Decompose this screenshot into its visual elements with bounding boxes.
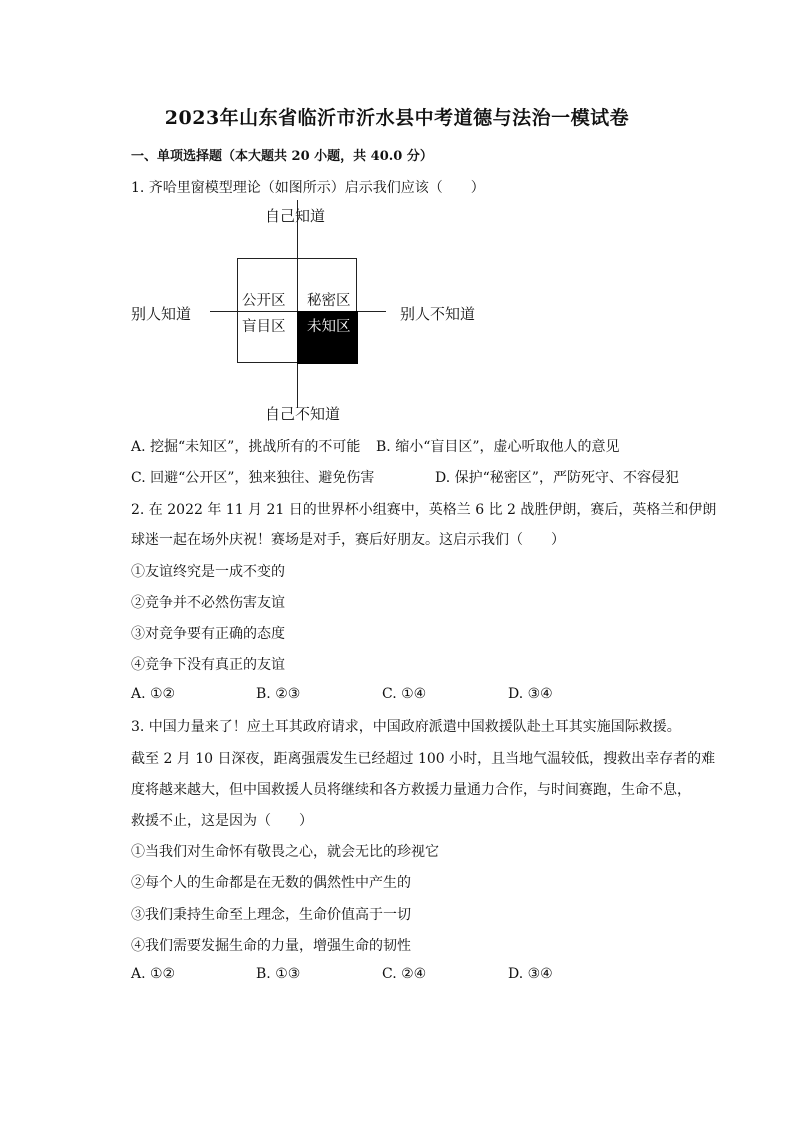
q2-option-b: B. ②③ bbox=[256, 686, 301, 702]
quadrant-blind: 盲目区 bbox=[242, 319, 286, 335]
q2-option-a: A. ①② bbox=[131, 686, 176, 702]
exam-title: 2023年山东省临沂市沂水县中考道德与法治一模试卷 bbox=[164, 107, 630, 129]
q3-item-2: ②每个人的生命都是在无数的偶然性中产生的 bbox=[131, 875, 411, 891]
q2-option-c: C. ①④ bbox=[382, 686, 427, 702]
label-self-known: 自己知道 bbox=[265, 207, 326, 225]
q2-item-4: ④竞争下没有真正的友谊 bbox=[131, 657, 285, 673]
q2-item-2: ②竞争并不必然伤害友谊 bbox=[131, 595, 285, 611]
q2-option-d: D. ③④ bbox=[508, 686, 553, 702]
q2-item-1: ①友谊终究是一成不变的 bbox=[131, 564, 285, 580]
quadrant-open: 公开区 bbox=[242, 293, 286, 309]
q3-item-4: ④我们需要发掘生命的力量，增强生命的韧性 bbox=[131, 938, 411, 954]
quadrant-secret: 秘密区 bbox=[307, 293, 351, 309]
q3-item-1: ①当我们对生命怀有敬畏之心，就会无比的珍视它 bbox=[131, 844, 439, 860]
q3-option-d: D. ③④ bbox=[508, 966, 553, 982]
q1-option-c: C. 回避“公开区”，独来独往、避免伤害 bbox=[131, 470, 375, 486]
q1-option-a: A. 挖掘“未知区”，挑战所有的不可能 bbox=[131, 439, 361, 455]
q3-option-b: B. ①③ bbox=[256, 966, 301, 982]
section-heading: 一、单项选择题（本大题共 20 小题，共 40.0 分） bbox=[131, 149, 433, 164]
q2-stem-line2: 球迷一起在场外庆祝！赛场是对手，赛后好朋友。这启示我们（ ） bbox=[131, 532, 565, 548]
q2-item-3: ③对竞争要有正确的态度 bbox=[131, 626, 285, 642]
label-self-unknown: 自己不知道 bbox=[265, 405, 341, 423]
q1-stem: 1. 齐哈里窗模型理论（如图所示）启示我们应该（ ） bbox=[131, 180, 485, 196]
q3-option-a: A. ①② bbox=[131, 966, 176, 982]
q2-stem-line1: 2. 在 2022 年 11 月 21 日的世界杯小组赛中，英格兰 6 比 2 战胜伊朗，赛后，英格兰和伊朗 bbox=[131, 502, 717, 518]
q3-item-3: ③我们秉持生命至上理念，生命价值高于一切 bbox=[131, 907, 411, 923]
q3-option-c: C. ②④ bbox=[382, 966, 427, 982]
label-others-unknown: 别人不知道 bbox=[400, 305, 476, 323]
q1-option-d: D. 保护“秘密区”，严防死守、不容侵犯 bbox=[435, 470, 679, 486]
q3-stem-line2: 截至 2 月 10 日深夜，距离强震发生已经超过 100 小时，且当地气温较低，搜救出幸存者的难 bbox=[131, 751, 716, 767]
johari-window-diagram bbox=[120, 200, 480, 430]
quadrant-unknown: 未知区 bbox=[307, 319, 351, 335]
label-others-known: 别人知道 bbox=[131, 305, 192, 323]
q3-stem-line4: 救援不止，这是因为（ ） bbox=[131, 813, 313, 829]
q3-stem-line3: 度将越来越大，但中国救援人员将继续和各方救援力量通力合作，与时间赛跑，生命不息， bbox=[131, 782, 691, 798]
q1-option-b: B. 缩小“盲目区”，虚心听取他人的意见 bbox=[376, 439, 620, 455]
q3-stem-line1: 3. 中国力量来了！应土耳其政府请求，中国政府派遣中国救援队赴土耳其实施国际救援。 bbox=[131, 719, 681, 735]
